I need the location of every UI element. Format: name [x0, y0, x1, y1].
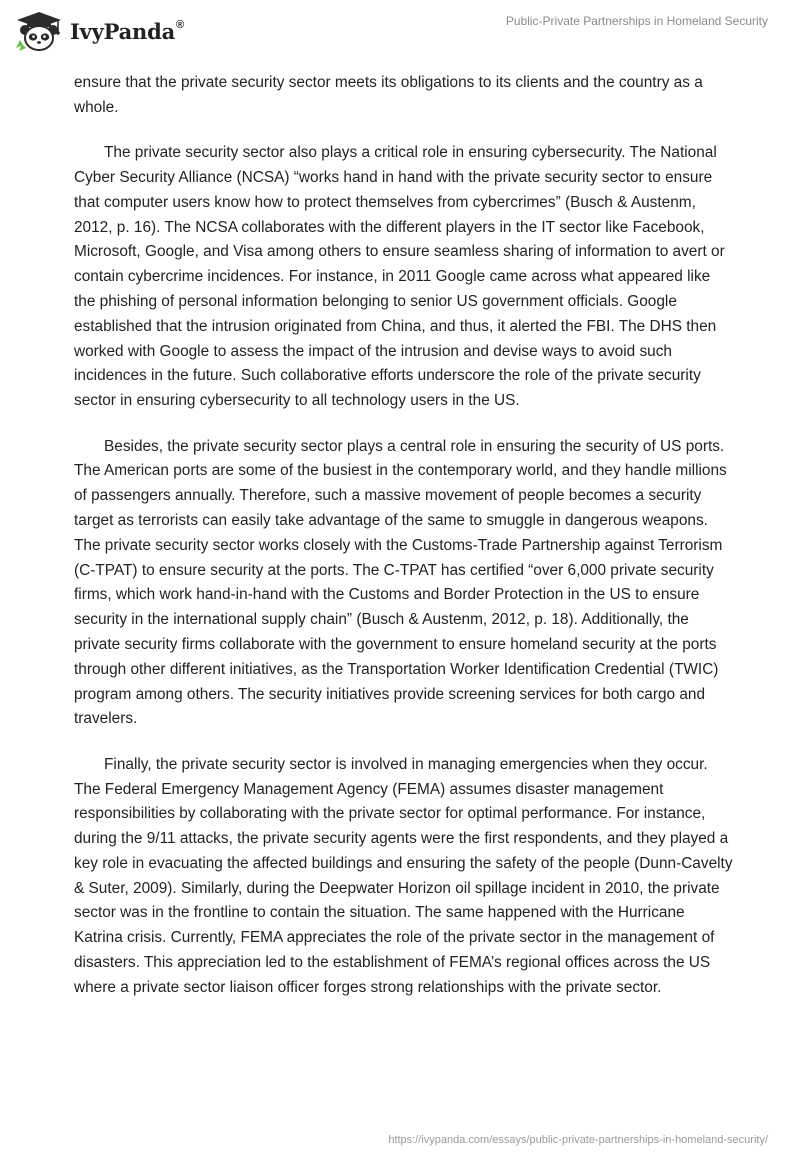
paragraph-ports: Besides, the private security sector plays a central role in ensuring the security of US ports. The American ports are some of the busiest in the contemporary world, and they handle millions of passengers annually. Therefore, such a massive movement of people becomes a security target as terrorists can easily take advantage of the same to smuggle in dangerous weapons. The private security sector works closely with the Customs-Trade Partnership against Terrorism (C-TPAT) to ensure security at the ports. The C-TPAT has certified “over 6,000 private security firms, which work hand-in-hand with the Customs and Border Protection in the US to ensure security in the international supply chain” (Busch & Austenm, 2012, p. 18). Additionally, the private security firms collaborate with the government to ensure homeland security at the ports through other different initiatives, as the Transportation Worker Identification Credential (TWIC) program among others. The security initiatives provide screening services for both cargo and travelers. — [74, 437, 727, 728]
paragraph-emergencies: Finally, the private security sector is involved in managing emergencies when they occur. The Federal Emergency Management Agency (FEMA) assumes disaster management responsibilities by collaborating with the private sector for optimal performance. For instance, during the 9/11 attacks, the private security agents were the first respondents, and they played a key role in evacuating the affected buildings and ensuring the safety of the people (Dunn-Cavelty & Suter, 2009). Similarly, during the Deepwater Horizon oil spillage incident in 2010, the private sector was in the frontline to contain the situation. The same happened with the Hurricane Katrina crisis. Currently, FEMA appreciates the role of the private sector in the management of disasters. This appreciation led to the establishment of FEMA’s regional offices across the US where a private sector liaison officer forges strong relationships with the private sector. — [74, 755, 733, 996]
document-title: Public-Private Partnerships in Homeland Security — [505, 14, 768, 28]
paragraph-cybersecurity: The private security sector also plays a critical role in ensuring cybersecurity. The National Cyber Security Alliance (NCSA) “works hand in hand with the private security sector to ensure that computer users know how to protect themselves from cybercrimes” (Busch & Austenm, 2012, p. 16). The NCSA collaborates with the different players in the IT sector like Facebook, Microsoft, Google, and Visa among others to ensure seamless sharing of information to avert or contain cybercrime incidences. For instance, in 2011 Google came across what appeared like the phishing of personal information belonging to senior US government officials. Google established that the intrusion originated from China, and thus, it alerted the FBI. The DHS then worked with Google to assess the impact of the intrusion and devise ways to avoid such incidences in the future. Such collaborative efforts underscore the role of the private security sector in ensuring cybersecurity to all technology users in the US. — [74, 144, 725, 410]
source-url[interactable]: https://ivypanda.com/essays/public-private-partnerships-in-homeland-security/ — [388, 1134, 768, 1146]
brand-name — [70, 19, 184, 44]
brand-text: IvyPanda — [70, 18, 176, 44]
page-header — [0, 0, 800, 70]
essay-body — [74, 71, 734, 1021]
paragraph-continuation: ensure that the private security sector meets its obligations to its clients and the country as a whole. — [74, 74, 703, 116]
registered-mark: ® — [176, 18, 184, 31]
panda-graduate-icon — [14, 10, 64, 52]
ivypanda-logo[interactable] — [14, 10, 184, 52]
